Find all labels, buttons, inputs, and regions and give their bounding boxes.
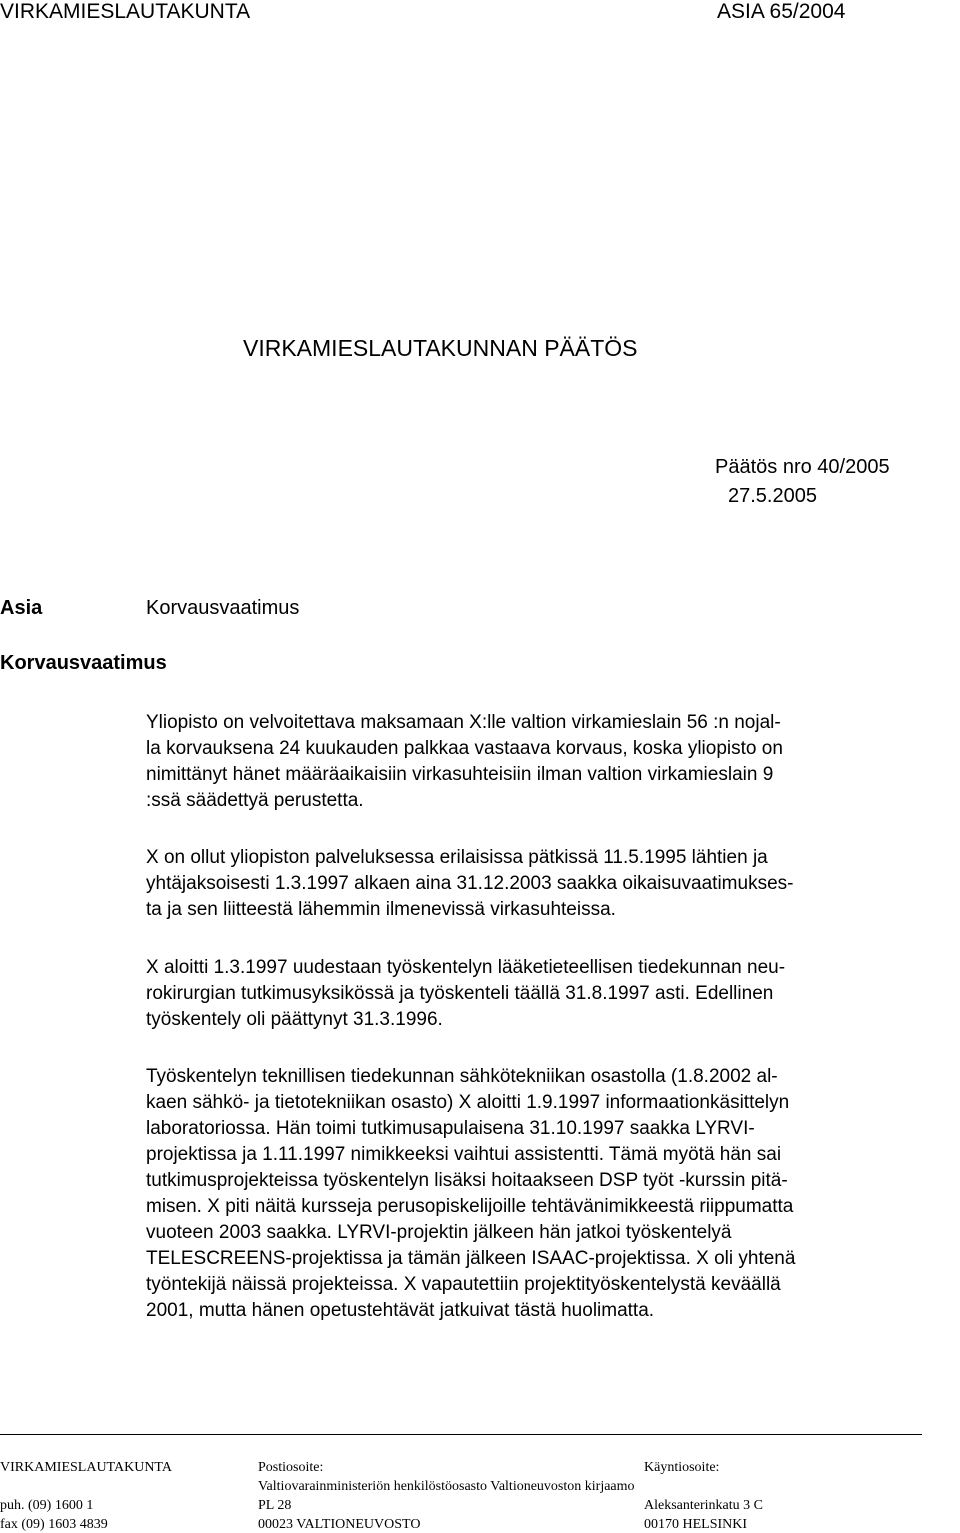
section-heading: Korvausvaatimus (0, 652, 167, 674)
paragraph-line: TELESCREENS-projektissa ja tämän jälkeen ISAAC-projektissa. X oli yhtenä (146, 1248, 796, 1269)
paragraph-line: la korvauksena 24 kuukauden palkkaa vastaava korvaus, koska yliopisto on (146, 738, 783, 759)
paragraph-line: ta ja sen liitteestä lähemmin ilmenevissä virkasuhteissa. (146, 899, 616, 920)
paragraph-line: nimittänyt hänet määräaikaisiin virkasuhteisiin ilman valtion virkamieslain 9 (146, 764, 774, 785)
decision-date: 27.5.2005 (728, 485, 817, 507)
paragraph-3 (146, 955, 960, 1033)
paragraph-line: rokirurgian tutkimusyksikössä ja työskenteli täällä 31.8.1997 asti. Edellinen (146, 983, 774, 1004)
paragraph-line: :ssä säädettyä perustetta. (146, 790, 364, 811)
footer-visiting-label: Käyntiosoite: (644, 1460, 720, 1475)
paragraph-line: kaen sähkö- ja tietotekniikan osasto) X aloitti 1.9.1997 informaationkäsittelyn (146, 1092, 790, 1113)
header-authority: VIRKAMIESLAUTAKUNTA (0, 0, 251, 23)
paragraph-line: Yliopisto on velvoitettava maksamaan X:lle valtion virkamieslain 56 :n nojal- (146, 712, 781, 733)
document-title: VIRKAMIESLAUTAKUNNAN PÄÄTÖS (243, 335, 638, 361)
paragraph-line: vuoteen 2003 saakka. LYRVI-projektin jälkeen hän jatkoi työskentelyä (146, 1222, 732, 1243)
paragraph-line: tutkimusprojekteissa työskentelyn lisäksi hoitaakseen DSP työt -kurssin pitä- (146, 1170, 788, 1191)
footer-visiting-street: Aleksanterinkatu 3 C (644, 1498, 763, 1513)
footer-visiting-postal: 00170 HELSINKI (644, 1517, 748, 1532)
paragraph-line: X on ollut yliopiston palveluksessa erilaisissa pätkissä 11.5.1995 lähtien ja (146, 847, 768, 868)
subject-label: Asia (0, 597, 43, 619)
paragraph-2 (146, 845, 960, 923)
paragraph-4 (146, 1064, 960, 1324)
paragraph-line: laboratoriossa. Hän toimi tutkimusapulaisena 31.10.1997 saakka LYRVI- (146, 1118, 755, 1139)
footer-phone: puh. (09) 1600 1 (0, 1498, 94, 1513)
paragraph-line: Työskentelyn teknillisen tiedekunnan sähkötekniikan osastolla (1.8.2002 al- (146, 1066, 778, 1087)
decision-number: Päätös nro 40/2005 (715, 456, 890, 478)
paragraph-line: yhtäjaksoisesti 1.3.1997 alkaen aina 31.12.2003 saakka oikaisuvaatimukses- (146, 873, 794, 894)
subject-value: Korvausvaatimus (146, 597, 300, 619)
footer-divider (0, 1434, 922, 1435)
paragraph-line: misen. X piti näitä kursseja perusopiskelijoille tehtävänimikkeestä riippumatta (146, 1196, 794, 1217)
footer-authority: VIRKAMIESLAUTAKUNTA (0, 1460, 172, 1475)
paragraph-line: 2001, mutta hänen opetustehtävät jatkuivat tästä huolimatta. (146, 1300, 655, 1321)
footer-postal-org: Valtiovarainministeriön henkilöstöosasto Valtioneuvoston kirjaamo (258, 1479, 635, 1494)
paragraph-line: työntekijä näissä projekteissa. X vapautettiin projektityöskentelystä keväällä (146, 1274, 781, 1295)
footer-fax: fax (09) 1603 4839 (0, 1517, 108, 1532)
header-case-number: ASIA 65/2004 (717, 0, 846, 23)
footer-postal-code: 00023 VALTIONEUVOSTO (258, 1517, 421, 1532)
footer-postal-label: Postiosoite: (258, 1460, 324, 1475)
paragraph-line: X aloitti 1.3.1997 uudestaan työskentelyn lääketieteellisen tiedekunnan neu- (146, 957, 786, 978)
paragraph-1 (146, 710, 960, 814)
paragraph-line: projektissa ja 1.11.1997 nimikkeeksi vaihtui assistentti. Tämä myötä hän sai (146, 1144, 782, 1165)
paragraph-line: työskentely oli päättynyt 31.3.1996. (146, 1009, 443, 1030)
footer-postal-box: PL 28 (258, 1498, 292, 1513)
